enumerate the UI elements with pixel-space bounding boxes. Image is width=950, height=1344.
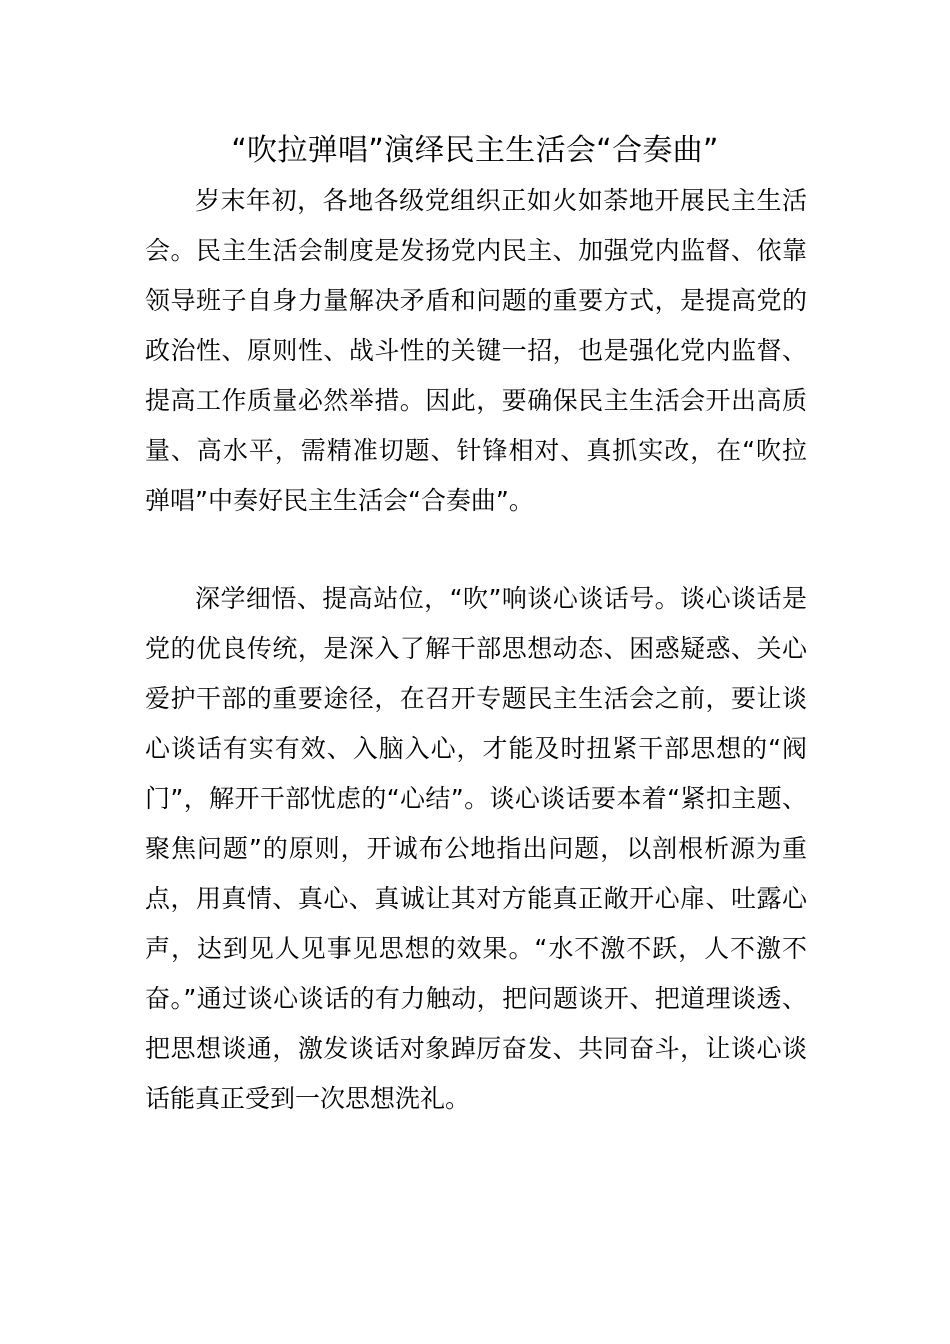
document-title: “吹拉弹唱”演绎民主生活会“合奏曲”: [231, 133, 719, 168]
paragraph-heart-to-heart-talk: 深学细悟、提高站位，“吹”响谈心谈话号。谈心谈话是党的优良传统，是深入了解干部思想动态、困惑疑惑、关心爱护干部的重要途径，在召开专题民主生活会之前，要让谈心谈话有实有效、入脑入心，才能及时扭紧干部思想的“阀门”，解开干部忧虑的“心结”。谈心谈话要本着“紧扣主题、聚焦问题”的原则，开诚布公地指出问题，以剖根析源为重点，用真情、真心、真诚让其对方能真正敞开心扉、吐露心声，达到见人见事见思想的效果。“水不激不跃，人不激不奋。”通过谈心谈话的有力触动，把问题谈开、把道理谈透、把思想谈通，激发谈话对象踔厉奋发、共同奋斗，让谈心谈话能真正受到一次思想洗礼。: [145, 584, 807, 1113]
paragraph-intro: 岁末年初，各地各级党组织正如火如荼地开展民主生活会。民主生活会制度是发扬党内民主、加强党内监督、依靠领导班子自身力量解决矛盾和问题的重要方式，是提高党的政治性、原则性、战斗性的关键一招，也是强化党内监督、提高工作质量必然举措。因此，要确保民主生活会开出高质量、高水平，需精准切题、针锋相对、真抓实改，在“吹拉弹唱”中奏好民主生活会“合奏曲”。: [145, 186, 807, 515]
